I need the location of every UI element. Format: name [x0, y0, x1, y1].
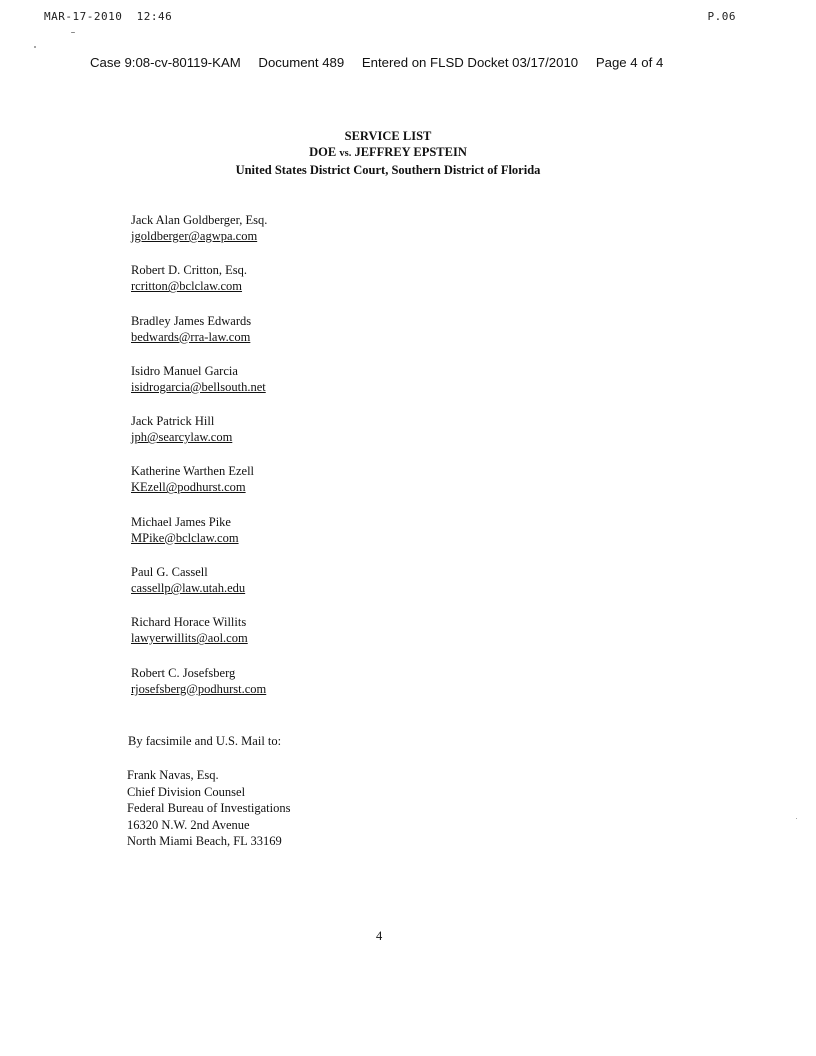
service-entry	[131, 514, 267, 548]
recipient-email: MPike@bclclaw.com	[131, 530, 239, 545]
court-name: United States District Court, Southern District of Florida	[235, 163, 541, 177]
mail-intro: By facsimile and U.S. Mail to:	[128, 734, 282, 748]
recipient-name: Michael James Pike	[131, 514, 231, 529]
docket-entry: Entered on FLSD Docket 03/17/2010	[361, 55, 579, 70]
case-parties	[0, 144, 776, 162]
recipient-name: Richard Horace Willits	[131, 615, 247, 630]
service-entry	[131, 665, 267, 699]
recipient-email: bedwards@rra-law.com	[131, 329, 251, 344]
page-number: 4	[376, 929, 383, 943]
recipient-email: isidrogarcia@bellsouth.net	[131, 379, 266, 394]
service-entry	[131, 413, 267, 447]
case-page-count: Page 4 of 4	[595, 55, 664, 70]
title-block	[0, 128, 776, 178]
recipient-email: lawyerwillits@aol.com	[131, 631, 248, 646]
versus-label: vs.	[339, 148, 352, 159]
service-list	[131, 212, 267, 715]
case-header	[90, 55, 730, 70]
recipient-name: Jack Patrick Hill	[131, 414, 215, 429]
recipient-name: Jack Alan Goldberger, Esq.	[131, 213, 268, 227]
document-heading: SERVICE LIST	[344, 129, 432, 143]
mailing-address	[127, 767, 291, 850]
service-entry	[131, 363, 267, 397]
service-entry	[131, 262, 267, 296]
service-entry	[131, 614, 267, 648]
recipient-email: rjosefsberg@podhurst.com	[131, 681, 267, 696]
party-defendant: JEFFREY EPSTEIN	[354, 145, 467, 159]
address-line: 16320 N.W. 2nd Avenue	[127, 817, 250, 832]
scan-speck	[796, 818, 797, 819]
scan-speck	[71, 32, 75, 33]
fax-page-number: P.06	[707, 10, 736, 23]
recipient-email: jph@searcylaw.com	[131, 430, 233, 445]
recipient-name: Bradley James Edwards	[131, 313, 252, 328]
fax-datetime: MAR-17-2010 12:46	[44, 10, 173, 23]
recipient-name: Isidro Manuel Garcia	[131, 363, 238, 378]
party-plaintiff: DOE	[309, 145, 337, 159]
recipient-email: rcritton@bclclaw.com	[131, 279, 243, 294]
scan-speck	[34, 46, 36, 48]
recipient-name: Robert D. Critton, Esq.	[131, 263, 247, 278]
case-number: Case 9:08-cv-80119-KAM	[90, 55, 241, 70]
address-line: Frank Navas, Esq.	[127, 768, 219, 782]
recipient-email: jgoldberger@agwpa.com	[131, 229, 258, 243]
recipient-name: Paul G. Cassell	[131, 565, 208, 580]
recipient-name: Katherine Warthen Ezell	[131, 464, 255, 479]
address-line: Federal Bureau of Investigations	[127, 801, 291, 815]
recipient-email: cassellp@law.utah.edu	[131, 581, 246, 596]
address-line: North Miami Beach, FL 33169	[127, 834, 282, 848]
service-entry	[131, 212, 267, 246]
fax-header	[44, 10, 736, 26]
address-line: Chief Division Counsel	[127, 784, 246, 799]
document-number: Document 489	[258, 55, 345, 70]
service-entry	[131, 564, 267, 598]
service-entry	[131, 463, 267, 497]
recipient-name: Robert C. Josefsberg	[131, 665, 236, 680]
recipient-email: KEzell@podhurst.com	[131, 480, 246, 495]
service-entry	[131, 313, 267, 347]
